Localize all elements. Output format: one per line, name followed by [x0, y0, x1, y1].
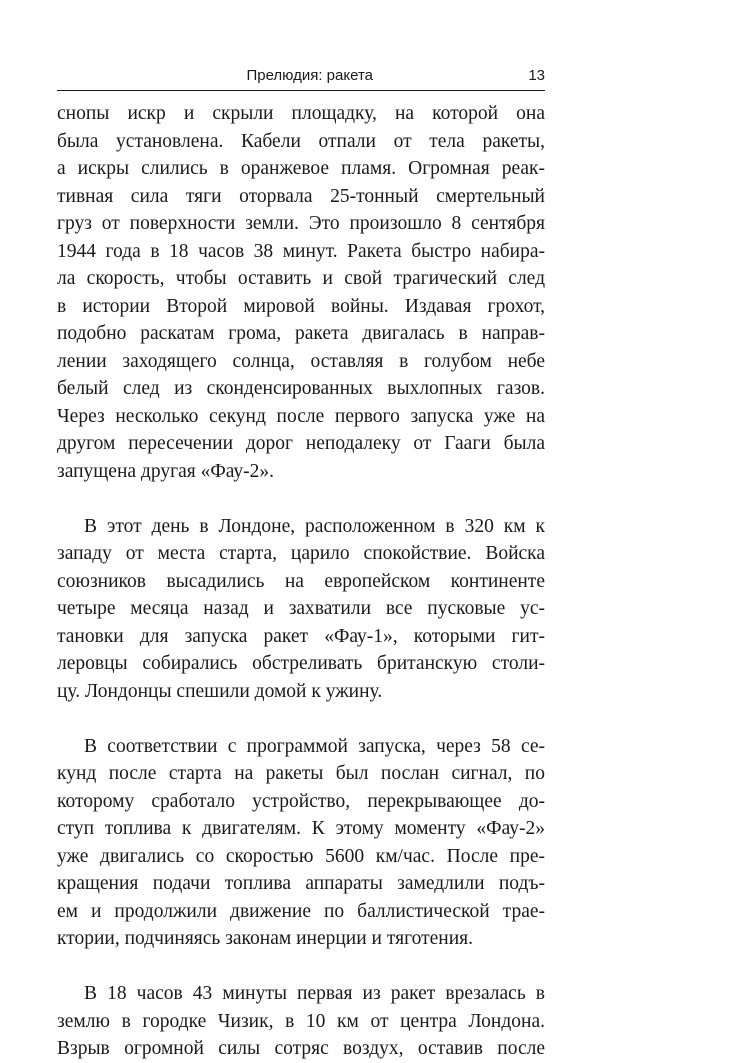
- text-line: ем и продолжили движение по баллистической трае-: [57, 900, 545, 922]
- text-line: союзников высадились на европейском континенте: [57, 570, 545, 592]
- text-line: тановки для запуска ракет «Фау-1», которыми гит-: [57, 625, 545, 647]
- text-line: запущена другая «Фау-2».: [57, 460, 275, 482]
- running-title: Прелюдия: ракета: [246, 67, 373, 84]
- running-header: [57, 62, 545, 91]
- text-line: В 18 часов 43 минуты первая из ракет врезалась в: [84, 983, 545, 1004]
- text-line: В соответствии с программой запуска, через 58 се-: [84, 735, 545, 757]
- text-line: кунд после старта на ракеты был послан сигнал, по: [57, 763, 545, 784]
- text-line: лении заходящего солнца, оставляя в голубом небе: [57, 350, 545, 372]
- text-line: землю в городке Чизик, в 10 км от центра Лондона.: [57, 1010, 545, 1032]
- text-line: а искры слились в оранжевое пламя. Огромная реак-: [57, 158, 545, 179]
- text-line: была установлена. Кабели отпали от тела ракеты,: [57, 130, 545, 152]
- text-line: цу. Лондонцы спешили домой к ужину.: [57, 680, 383, 702]
- paragraph-launch: [57, 100, 545, 485]
- text-line: 1944 года в 18 часов 38 минут. Ракета быстро набира-: [57, 240, 545, 262]
- body-text: [57, 100, 545, 1063]
- text-line: белый след из сконденсированных выхлопных газов.: [57, 378, 545, 399]
- text-line: четыре месяца назад и захватили все пусковые ус-: [57, 598, 545, 619]
- text-line: В этот день в Лондоне, расположенном в 320 км к: [84, 515, 545, 537]
- text-line: ктории, подчиняясь законам инерции и тяготения.: [57, 928, 473, 949]
- paragraph-impact: [57, 980, 545, 1063]
- text-line: Взрыв огромной силы сотряс воздух, оставив после: [57, 1038, 545, 1059]
- text-line: Через несколько секунд после первого запуска уже на: [57, 405, 545, 427]
- text-line: леровцы собирались обстреливать британскую столи-: [57, 653, 545, 674]
- text-line: тивная сила тяги оторвала 25-тонный смертельный: [57, 185, 545, 207]
- paragraph-london: [57, 513, 545, 706]
- text-line: уже двигались со скоростью 5600 км/час. После пре-: [57, 845, 545, 867]
- text-line: подобно раскатам грома, ракета двигалась в направ-: [57, 323, 545, 344]
- text-line: груз от поверхности земли. Это произошло 8 сентября: [57, 213, 545, 234]
- text-line: ступ топлива к двигателям. К этому моменту «Фау-2»: [57, 818, 545, 839]
- text-line: другом пересечении дорог неподалеку от Гааги была: [57, 433, 545, 454]
- paragraph-trajectory: [57, 733, 545, 953]
- text-line: которому сработало устройство, перекрывающее до-: [57, 790, 545, 812]
- text-line: ла скорость, чтобы оставить и свой трагический след: [57, 268, 545, 289]
- text-line: западу от места старта, царило спокойствие. Войска: [57, 543, 545, 564]
- page-number: 13: [528, 67, 545, 84]
- text-line: кращения подачи топлива аппараты замедлили подъ-: [57, 873, 545, 894]
- text-line: в истории Второй мировой войны. Издавая грохот,: [57, 295, 545, 317]
- text-line: снопы искр и скрыли площадку, на которой она: [57, 103, 545, 124]
- book-page: [57, 62, 545, 1063]
